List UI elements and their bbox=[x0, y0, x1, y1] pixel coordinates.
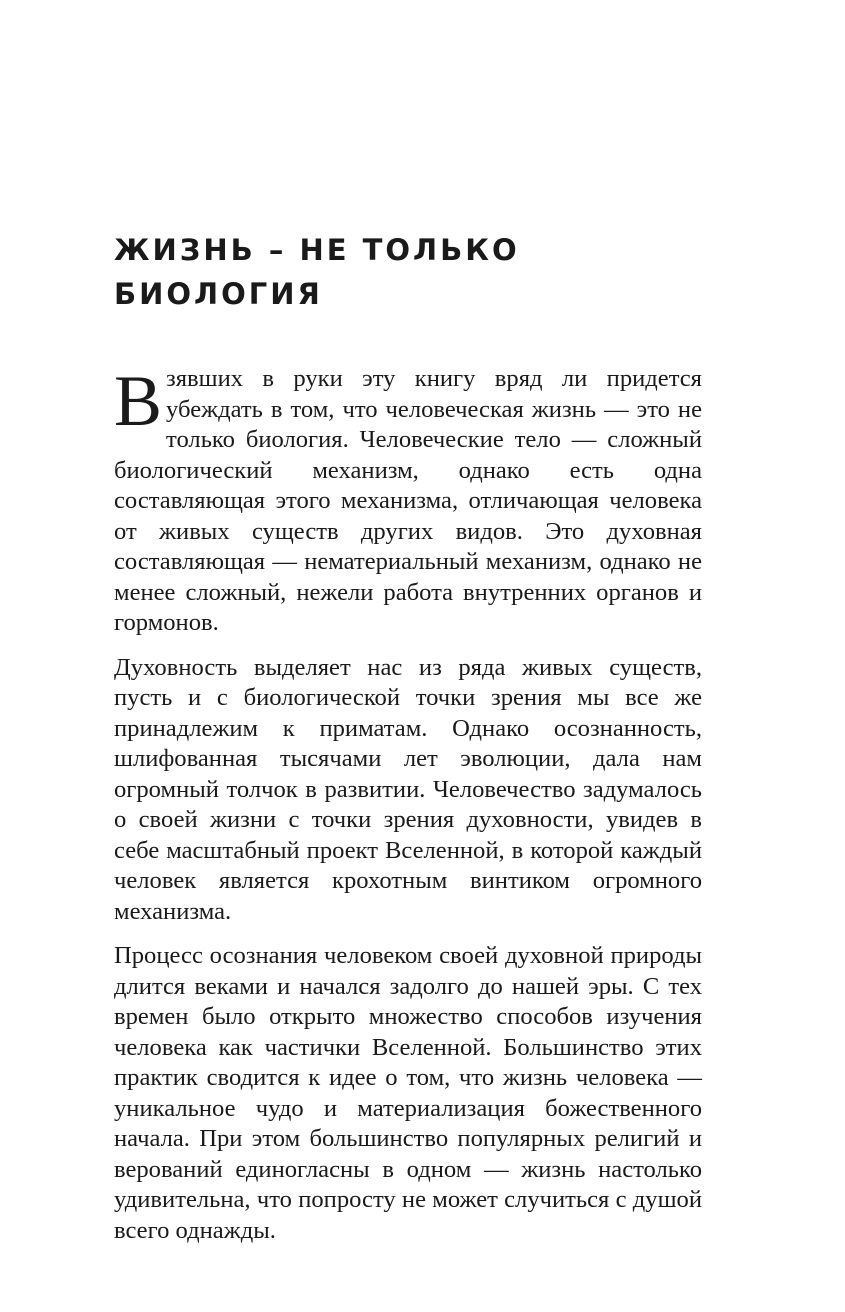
chapter-title-line-1: ЖИЗНЬ – НЕ ТОЛЬКО bbox=[114, 233, 520, 267]
paragraph-1-text: зявших в руки эту книгу вряд ли придется убеждать в том, что человеческая жизнь — это не только биология. Человеческие тело — сложный биологический механизм, однако есть одна составляющая этого механизма, отличающая человека от живых существ других видов. Это духовная составляющая — нематериальный механизм, однако не менее сложный, нежели работа внутренних органов и гормонов. bbox=[114, 365, 702, 636]
chapter-body bbox=[114, 361, 702, 1260]
paragraph-1 bbox=[114, 361, 702, 639]
chapter-title bbox=[114, 228, 754, 316]
paragraph-2-text: Духовность выделяет нас из ряда живых существ, пусть и с биологической точки зрения мы все же принадлежим к приматам. Однако осознанность, шлифованная тысячами лет эволюции, дала нам огромный толчок в развитии. Человечество задумалось о своей жизни с точки зрения духовности, увидев в себе масштабный проект Вселенной, в которой каждый человек является крохотным винтиком огромного механизма. bbox=[114, 653, 702, 925]
paragraph-3-text: Процесс осознания человеком своей духовной природы длится веками и начался задолго до нашей эры. С тех времен было открыто множество способов изучения человека как частички Вселенной. Большинство этих практик сводится к идее о том, что жизнь человека — уникальное чудо и материализация божественного начала. При этом большинство популярных религий и верований единогласны в одном — жизнь настолько удивительна, что попросту не может случиться с душой всего однажды. bbox=[114, 942, 702, 1244]
paragraph-2 bbox=[114, 653, 702, 928]
drop-cap: В bbox=[114, 361, 163, 441]
paragraph-3 bbox=[114, 941, 702, 1246]
chapter-title-line-2: БИОЛОГИЯ bbox=[114, 277, 323, 311]
